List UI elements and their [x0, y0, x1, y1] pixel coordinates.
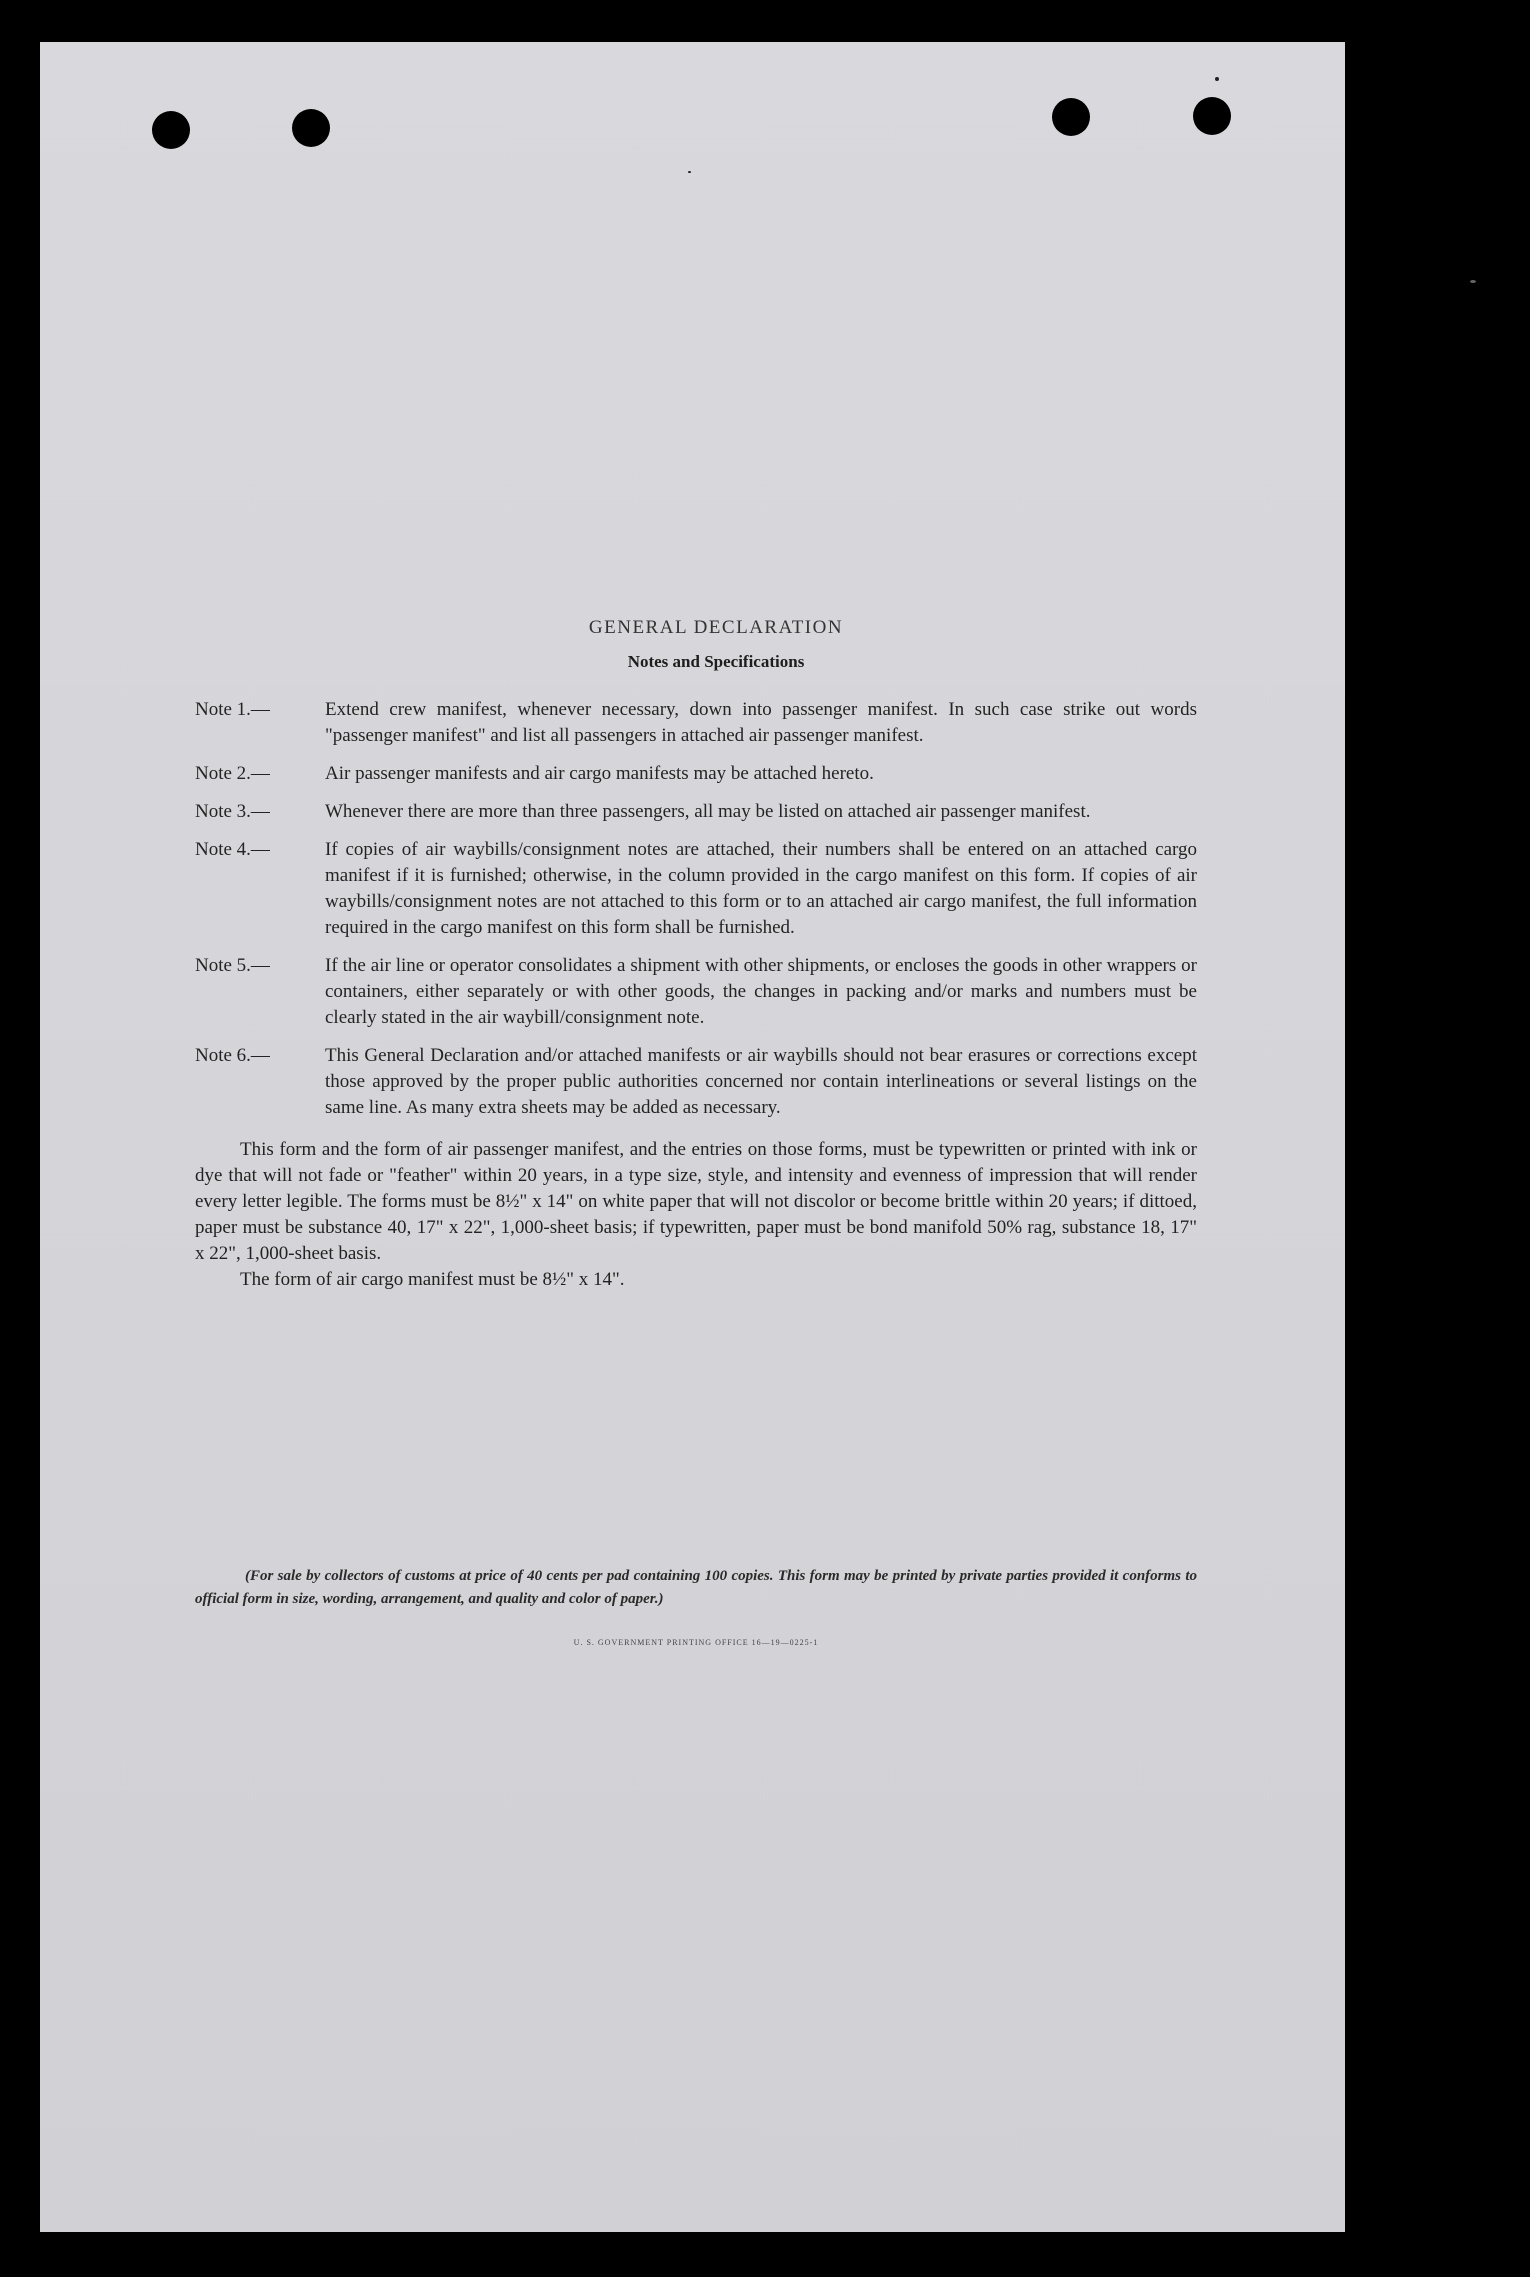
note-5: [195, 953, 1197, 1031]
scan-speck: [1470, 280, 1476, 283]
punch-hole-right-1: [1052, 98, 1090, 136]
paper-speck: [1215, 77, 1219, 81]
note-label: Note 3.—: [195, 801, 270, 822]
note-4: [195, 837, 1197, 941]
note-label: Note 1.—: [195, 699, 270, 720]
note-text: Air passenger manifests and air cargo manifests may be attached hereto.: [325, 763, 874, 784]
note-text: Whenever there are more than three passengers, all may be listed on attached air passenger manifest.: [325, 801, 1091, 822]
note-2: [195, 761, 1197, 787]
punch-hole-right-2: [1193, 97, 1231, 135]
punch-hole-left-1: [152, 111, 190, 149]
note-label: Note 2.—: [195, 763, 270, 784]
printing-office-line: U. S. GOVERNMENT PRINTING OFFICE 16—19—0225-1: [573, 1638, 819, 1647]
note-text: Extend crew manifest, whenever necessary, down into passenger manifest. In such case strike out words "passenger manifest" and list all passengers in attached air passenger manifest.: [325, 699, 1197, 746]
note-text: If the air line or operator consolidates a shipment with other shipments, or encloses the goods in other wrappers or containers, either separately or with other goods, the changes in packing and/or marks and numbers must be clearly stated in the air waybill/consignment note.: [325, 955, 1197, 1028]
note-text: If copies of air waybills/consignment notes are attached, their numbers shall be entered on an attached cargo manifest if it is furnished; otherwise, in the column provided in the cargo manifest on this form. If copies of air waybills/consignment notes are not attached to this form or to an attached air cargo manifest, the full information required in the cargo manifest on this form shall be furnished.: [325, 839, 1197, 938]
note-label: Note 4.—: [195, 839, 270, 860]
note-1: [195, 697, 1197, 749]
form-specification-paragraph: This form and the form of air passenger manifest, and the entries on those forms, must be typewritten or printed with ink or dye that will not fade or "feather" within 20 years, in a type size, style, and intensity and evenness of impression that will render every letter legible. The forms must be 8½" x 14" on white paper that will not discolor or become brittle within 20 years; if dittoed, paper must be substance 40, 17" x 22", 1,000-sheet basis; if typewritten, paper must be bond manifold 50% rag, substance 18, 17" x 22", 1,000-sheet basis.: [195, 1139, 1197, 1264]
declaration-notes: [195, 615, 1197, 1293]
note-label: Note 6.—: [195, 1045, 270, 1066]
note-6: [195, 1043, 1197, 1121]
document-title: GENERAL DECLARATION: [588, 617, 844, 638]
sale-notice: (For sale by collectors of customs at price of 40 cents per pad containing 100 copies. This form may be printed by private parties provided it conforms to official form in size, wording, arrangement, and quality and color of paper.): [195, 1568, 1197, 1607]
paper-speck: [688, 171, 691, 173]
note-label: Note 5.—: [195, 955, 270, 976]
note-3: [195, 799, 1197, 825]
note-text: This General Declaration and/or attached manifests or air waybills should not bear erasures or corrections except those approved by the proper public authorities concerned nor contain interlineations or several listings on the same line. As many extra sheets may be added as necessary.: [325, 1045, 1197, 1118]
punch-hole-left-2: [292, 109, 330, 147]
cargo-manifest-size-paragraph: The form of air cargo manifest must be 8½" x 14".: [240, 1269, 625, 1290]
document-subtitle: Notes and Specifications: [627, 652, 805, 671]
